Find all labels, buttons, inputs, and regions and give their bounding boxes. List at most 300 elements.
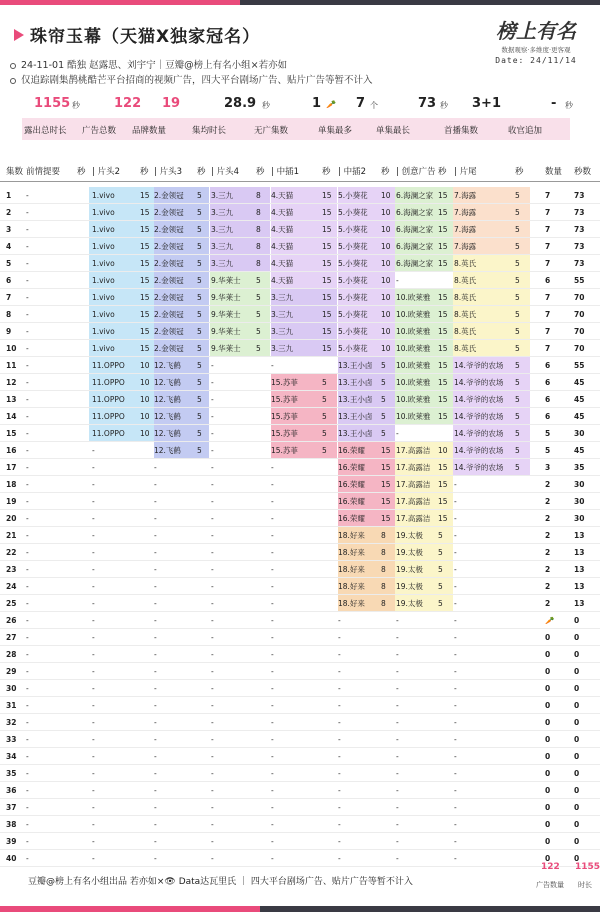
table-cell: 18.好来 xyxy=(338,582,365,591)
table-cell: 19.太极 xyxy=(396,531,423,540)
row-divider xyxy=(0,509,600,510)
summary-label: 收官追加 xyxy=(508,126,543,136)
table-cell: - xyxy=(92,820,95,829)
table-cell: 15 xyxy=(140,225,150,234)
episode-number: 31 xyxy=(6,701,17,710)
table-cell: 5 xyxy=(381,429,386,438)
summary-label: 广告总数 xyxy=(82,126,117,136)
table-cell: 30 xyxy=(574,514,585,523)
table-cell: - xyxy=(92,480,95,489)
table-cell: - xyxy=(26,327,29,336)
table-cell: 5.小葵花 xyxy=(338,276,368,285)
table-cell: 16.荣耀 xyxy=(338,446,365,455)
table-cell: 5 xyxy=(197,293,202,302)
table-cell: 15 xyxy=(140,327,150,336)
table-cell: - xyxy=(26,837,29,846)
table-cell: - xyxy=(454,684,457,693)
summary-label: 品牌数量 xyxy=(132,126,167,136)
table-cell: 15 xyxy=(322,276,332,285)
table-cell: 5 xyxy=(197,225,202,234)
table-cell: 13.王小卤 xyxy=(338,429,373,438)
table-cell: 2.金领冠 xyxy=(154,242,184,251)
total-count: 122 xyxy=(541,862,560,872)
table-cell: 70 xyxy=(574,327,585,336)
table-cell: - xyxy=(338,820,341,829)
table-cell: 45 xyxy=(574,446,585,455)
table-cell: - xyxy=(211,548,214,557)
circle-icon xyxy=(10,78,16,84)
table-cell: - xyxy=(338,718,341,727)
table-cell: 10 xyxy=(381,208,391,217)
table-cell: 4.天猫 xyxy=(271,208,294,217)
table-cell: - xyxy=(26,242,29,251)
table-cell: 5 xyxy=(438,565,443,574)
table-cell: 1.vivo xyxy=(92,208,115,217)
table-cell: 18.好来 xyxy=(338,599,365,608)
table-cell: - xyxy=(92,837,95,846)
table-cell: 15 xyxy=(381,480,391,489)
total-seconds: 1155 xyxy=(575,862,600,872)
table-cell: - xyxy=(26,650,29,659)
episode-number: 3 xyxy=(6,225,12,234)
table-cell: 19.太极 xyxy=(396,599,423,608)
episode-number: 40 xyxy=(6,854,17,863)
table-cell: - xyxy=(271,837,274,846)
table-cell: - xyxy=(454,565,457,574)
table-cell: 14.爷爷的农场 xyxy=(454,361,504,370)
table-cell: - xyxy=(271,684,274,693)
table-cell: - xyxy=(271,616,274,625)
episode-number: 39 xyxy=(6,837,17,846)
table-cell: - xyxy=(92,650,95,659)
table-cell: 5 xyxy=(515,412,520,421)
table-cell: 8.英氏 xyxy=(454,293,477,302)
table-cell: - xyxy=(26,633,29,642)
table-cell: - xyxy=(26,752,29,761)
table-cell: - xyxy=(211,820,214,829)
row-divider xyxy=(0,832,600,833)
column-header: 秒 xyxy=(256,167,265,177)
table-cell: - xyxy=(154,735,157,744)
info-line-2: 仅追踪剧集鹊桃酷芒平台招商的视频广告，四大平台剧场广告、贴片广告等暂不计入 xyxy=(10,72,373,86)
table-cell: 5 xyxy=(381,412,386,421)
table-cell: 15 xyxy=(381,463,391,472)
table-cell: - xyxy=(271,718,274,727)
column-header: | 片头3 xyxy=(154,167,182,177)
table-cell: - xyxy=(154,752,157,761)
table-cell: - xyxy=(396,633,399,642)
table-cell: - xyxy=(271,633,274,642)
table-cell: - xyxy=(211,395,214,404)
table-cell: 10.欧莱雅 xyxy=(396,361,431,370)
table-cell: 8 xyxy=(381,531,386,540)
table-cell: 5 xyxy=(197,361,202,370)
table-cell: - xyxy=(154,565,157,574)
table-cell: 15.苏菲 xyxy=(271,412,298,421)
table-cell: - xyxy=(26,531,29,540)
table-cell: 4.天猫 xyxy=(271,225,294,234)
summary-value: 28.9 xyxy=(224,96,257,111)
table-cell: 9.华莱士 xyxy=(211,276,241,285)
episode-number: 16 xyxy=(6,446,17,455)
table-cell: - xyxy=(154,837,157,846)
table-cell: 4.天猫 xyxy=(271,242,294,251)
summary-label: 单集最多 xyxy=(318,126,353,136)
table-cell: - xyxy=(26,276,29,285)
table-cell: - xyxy=(454,514,457,523)
table-cell: 7 xyxy=(545,327,551,336)
table-cell: - xyxy=(454,667,457,676)
table-cell: 13 xyxy=(574,582,585,591)
table-cell: 7 xyxy=(545,293,551,302)
row-divider xyxy=(0,798,600,799)
table-cell: 15 xyxy=(438,327,448,336)
table-cell: 4.天猫 xyxy=(271,191,294,200)
table-cell: 8.英氏 xyxy=(454,259,477,268)
table-cell: - xyxy=(271,701,274,710)
table-cell: - xyxy=(211,633,214,642)
table-cell: 0 xyxy=(545,820,551,829)
table-cell: 5.小葵花 xyxy=(338,344,368,353)
table-cell: 9.华莱士 xyxy=(211,293,241,302)
table-cell: 19.太极 xyxy=(396,582,423,591)
row-divider xyxy=(0,220,600,221)
table-cell: 8.英氏 xyxy=(454,327,477,336)
table-cell: 15 xyxy=(140,310,150,319)
table-cell: - xyxy=(92,701,95,710)
table-cell: 7 xyxy=(545,225,551,234)
table-cell: - xyxy=(338,854,341,863)
table-cell: - xyxy=(154,803,157,812)
table-cell: 2 xyxy=(545,497,551,506)
table-cell: 8 xyxy=(256,242,261,251)
table-cell: 3 xyxy=(545,463,551,472)
table-cell: - xyxy=(454,820,457,829)
table-cell: 73 xyxy=(574,242,585,251)
table-cell: - xyxy=(154,718,157,727)
row-divider xyxy=(0,594,600,595)
table-cell: 10 xyxy=(381,327,391,336)
table-cell: 9.华莱士 xyxy=(211,310,241,319)
table-cell: 5 xyxy=(256,310,261,319)
play-icon xyxy=(14,29,24,41)
table-cell: - xyxy=(396,854,399,863)
table-cell: 10 xyxy=(140,412,150,421)
table-cell: 10 xyxy=(140,395,150,404)
table-cell: - xyxy=(454,633,457,642)
column-header: 秒 xyxy=(140,167,149,177)
table-cell: - xyxy=(396,718,399,727)
table-cell: - xyxy=(154,701,157,710)
column-header: | 中插1 xyxy=(271,167,299,177)
row-divider xyxy=(0,730,600,731)
column-header: 秒 xyxy=(438,167,447,177)
table-cell: - xyxy=(211,786,214,795)
table-cell: - xyxy=(154,480,157,489)
table-cell: 18.好来 xyxy=(338,548,365,557)
table-cell: 1.vivo xyxy=(92,327,115,336)
table-cell: - xyxy=(92,446,95,455)
summary-unit: 秒 xyxy=(262,101,270,110)
table-cell: 13.王小卤 xyxy=(338,378,373,387)
row-divider xyxy=(0,271,600,272)
table-cell: - xyxy=(211,514,214,523)
table-cell: - xyxy=(211,650,214,659)
table-cell: 5 xyxy=(256,276,261,285)
table-cell: - xyxy=(271,854,274,863)
table-cell: - xyxy=(271,582,274,591)
table-cell: 1.vivo xyxy=(92,225,115,234)
episode-number: 18 xyxy=(6,480,17,489)
table-cell: - xyxy=(26,820,29,829)
total-seconds-label: 时长 xyxy=(578,881,592,889)
table-cell: 7 xyxy=(545,208,551,217)
table-cell: 6 xyxy=(545,395,551,404)
row-divider xyxy=(0,373,600,374)
table-cell: 15 xyxy=(438,480,448,489)
row-divider xyxy=(0,764,600,765)
table-cell: 11.OPPO xyxy=(92,378,125,387)
table-cell: 73 xyxy=(574,208,585,217)
summary-label: 首播集数 xyxy=(444,126,479,136)
row-divider xyxy=(0,322,600,323)
table-cell: 17.高露洁 xyxy=(396,514,431,523)
episode-number: 36 xyxy=(6,786,17,795)
table-cell: 5 xyxy=(515,276,520,285)
episode-number: 23 xyxy=(6,565,17,574)
table-cell: 5 xyxy=(197,276,202,285)
table-cell: 5 xyxy=(322,412,327,421)
table-cell: - xyxy=(26,769,29,778)
table-cell: 2.金领冠 xyxy=(154,259,184,268)
table-cell: 12.飞鹤 xyxy=(154,446,181,455)
table-cell: 14.爷爷的农场 xyxy=(454,463,504,472)
column-header: 秒 xyxy=(322,167,331,177)
summary-label: 露出总时长 xyxy=(24,126,67,136)
table-cell: - xyxy=(26,293,29,302)
table-cell: - xyxy=(92,786,95,795)
table-cell: - xyxy=(338,616,341,625)
table-cell: 10.欧莱雅 xyxy=(396,310,431,319)
table-cell: 12.飞鹤 xyxy=(154,395,181,404)
table-cell: 0 xyxy=(574,701,580,710)
table-cell: 5 xyxy=(438,599,443,608)
table-cell: 5 xyxy=(515,378,520,387)
table-cell: 5 xyxy=(515,327,520,336)
table-cell: 10.欧莱雅 xyxy=(396,395,431,404)
table-cell: 2 xyxy=(545,514,551,523)
table-cell: 2.金领冠 xyxy=(154,310,184,319)
table-cell: 14.爷爷的农场 xyxy=(454,378,504,387)
table-cell: 5 xyxy=(256,293,261,302)
table-cell: - xyxy=(26,803,29,812)
summary-labels xyxy=(22,118,570,140)
table-cell: - xyxy=(271,769,274,778)
table-cell: 17.高露洁 xyxy=(396,446,431,455)
episode-number: 30 xyxy=(6,684,17,693)
table-cell: 11.OPPO xyxy=(92,361,125,370)
table-cell: 3.三九 xyxy=(211,225,234,234)
table-cell: 15 xyxy=(438,361,448,370)
table-cell: 6 xyxy=(545,378,551,387)
table-cell: - xyxy=(396,276,399,285)
episode-number: 9 xyxy=(6,327,12,336)
table-cell: 7 xyxy=(545,191,551,200)
table-cell: 15 xyxy=(438,344,448,353)
table-cell: 3.三九 xyxy=(211,259,234,268)
summary-label: 集均时长 xyxy=(192,126,227,136)
table-cell: 1.vivo xyxy=(92,242,115,251)
row-divider xyxy=(0,662,600,663)
circle-icon xyxy=(10,63,16,69)
table-cell: - xyxy=(338,786,341,795)
table-cell: 19.太极 xyxy=(396,548,423,557)
table-cell: 5 xyxy=(515,310,520,319)
table-cell: - xyxy=(454,854,457,863)
table-cell: 2.金领冠 xyxy=(154,208,184,217)
table-cell: 0 xyxy=(574,854,580,863)
table-cell: 4.天猫 xyxy=(271,259,294,268)
table-cell: 2 xyxy=(545,548,551,557)
table-cell: - xyxy=(454,786,457,795)
table-cell: 10.欧莱雅 xyxy=(396,344,431,353)
table-cell: 0 xyxy=(545,650,551,659)
row-divider xyxy=(0,254,600,255)
table-cell: - xyxy=(26,735,29,744)
table-cell: 6.海澜之家 xyxy=(396,242,434,251)
table-cell: 15 xyxy=(140,276,150,285)
table-cell: 1.vivo xyxy=(92,259,115,268)
table-cell: 5 xyxy=(256,327,261,336)
summary-value: 1 xyxy=(312,96,322,111)
table-cell: - xyxy=(26,786,29,795)
table-cell: 11.OPPO xyxy=(92,395,125,404)
table-cell: 10.欧莱雅 xyxy=(396,327,431,336)
table-cell: 5 xyxy=(545,429,551,438)
table-cell: - xyxy=(26,565,29,574)
table-cell: 73 xyxy=(574,191,585,200)
table-cell: - xyxy=(454,616,457,625)
table-cell: 70 xyxy=(574,293,585,302)
table-cell: 14.爷爷的农场 xyxy=(454,446,504,455)
table-cell: - xyxy=(271,463,274,472)
table-cell: 15 xyxy=(438,242,448,251)
episode-number: 29 xyxy=(6,667,17,676)
table-cell: 2 xyxy=(545,599,551,608)
table-cell: - xyxy=(92,803,95,812)
table-cell: 15 xyxy=(438,310,448,319)
table-cell: - xyxy=(211,701,214,710)
table-cell: - xyxy=(26,412,29,421)
table-cell: 15 xyxy=(140,344,150,353)
table-cell: 2.金领冠 xyxy=(154,293,184,302)
summary-label: 无广集数 xyxy=(254,126,289,136)
episode-number: 14 xyxy=(6,412,17,421)
table-cell: 9.华莱士 xyxy=(211,344,241,353)
row-divider xyxy=(0,492,600,493)
table-cell: 15 xyxy=(438,514,448,523)
table-cell: 15 xyxy=(140,242,150,251)
column-header: | 片尾 xyxy=(454,167,477,177)
table-cell: - xyxy=(454,752,457,761)
table-cell: - xyxy=(396,769,399,778)
table-cell: 12.飞鹤 xyxy=(154,361,181,370)
table-cell: - xyxy=(454,548,457,557)
episode-number: 38 xyxy=(6,820,17,829)
table-cell: 15 xyxy=(322,293,332,302)
table-cell: 5 xyxy=(381,361,386,370)
table-cell: 15.苏菲 xyxy=(271,395,298,404)
table-cell: 0 xyxy=(545,803,551,812)
table-cell: - xyxy=(454,650,457,659)
table-cell: 1.vivo xyxy=(92,310,115,319)
row-divider xyxy=(0,849,600,850)
table-cell: - xyxy=(338,803,341,812)
table-cell: 2.金领冠 xyxy=(154,344,184,353)
row-divider xyxy=(0,475,600,476)
table-cell: - xyxy=(211,854,214,863)
table-cell: - xyxy=(92,769,95,778)
table-cell: 15 xyxy=(438,378,448,387)
table-cell: 15 xyxy=(140,208,150,217)
table-cell: 5 xyxy=(322,378,327,387)
table-cell: 0 xyxy=(574,684,580,693)
table-cell: 5 xyxy=(322,429,327,438)
table-cell: - xyxy=(454,497,457,506)
table-cell: 5.小葵花 xyxy=(338,225,368,234)
row-divider xyxy=(0,390,600,391)
table-cell: 8.英氏 xyxy=(454,276,477,285)
table-cell: - xyxy=(92,548,95,557)
table-cell: - xyxy=(211,446,214,455)
row-divider xyxy=(0,747,600,748)
column-header: | 片头2 xyxy=(92,167,120,177)
table-cell: - xyxy=(26,378,29,387)
table-cell: - xyxy=(211,378,214,387)
table-cell: - xyxy=(26,616,29,625)
row-divider xyxy=(0,628,600,629)
table-cell: 5 xyxy=(381,378,386,387)
table-cell: 10 xyxy=(381,344,391,353)
table-cell: - xyxy=(271,565,274,574)
table-cell: - xyxy=(338,701,341,710)
table-cell: 16.荣耀 xyxy=(338,480,365,489)
table-cell: - xyxy=(26,684,29,693)
row-divider xyxy=(0,543,600,544)
table-cell: 0 xyxy=(574,786,580,795)
summary-unit: 秒 xyxy=(72,101,80,110)
table-cell: 17.高露洁 xyxy=(396,463,431,472)
table-cell: - xyxy=(271,514,274,523)
episode-number: 4 xyxy=(6,242,12,251)
table-cell: 0 xyxy=(574,667,580,676)
table-cell: 5 xyxy=(197,242,202,251)
row-divider xyxy=(0,441,600,442)
summary-value: 19 xyxy=(162,96,181,111)
table-cell: 5 xyxy=(197,344,202,353)
table-cell: 13.王小卤 xyxy=(338,395,373,404)
table-cell: 13 xyxy=(574,565,585,574)
table-cell: 5 xyxy=(197,259,202,268)
table-cell: 0 xyxy=(545,667,551,676)
table-cell: - xyxy=(92,616,95,625)
table-cell: 5 xyxy=(197,327,202,336)
episode-number: 5 xyxy=(6,259,12,268)
column-header: 数量 xyxy=(545,167,563,177)
table-cell: 2.金领冠 xyxy=(154,327,184,336)
table-cell: - xyxy=(454,480,457,489)
table-cell: 3.三九 xyxy=(271,344,294,353)
